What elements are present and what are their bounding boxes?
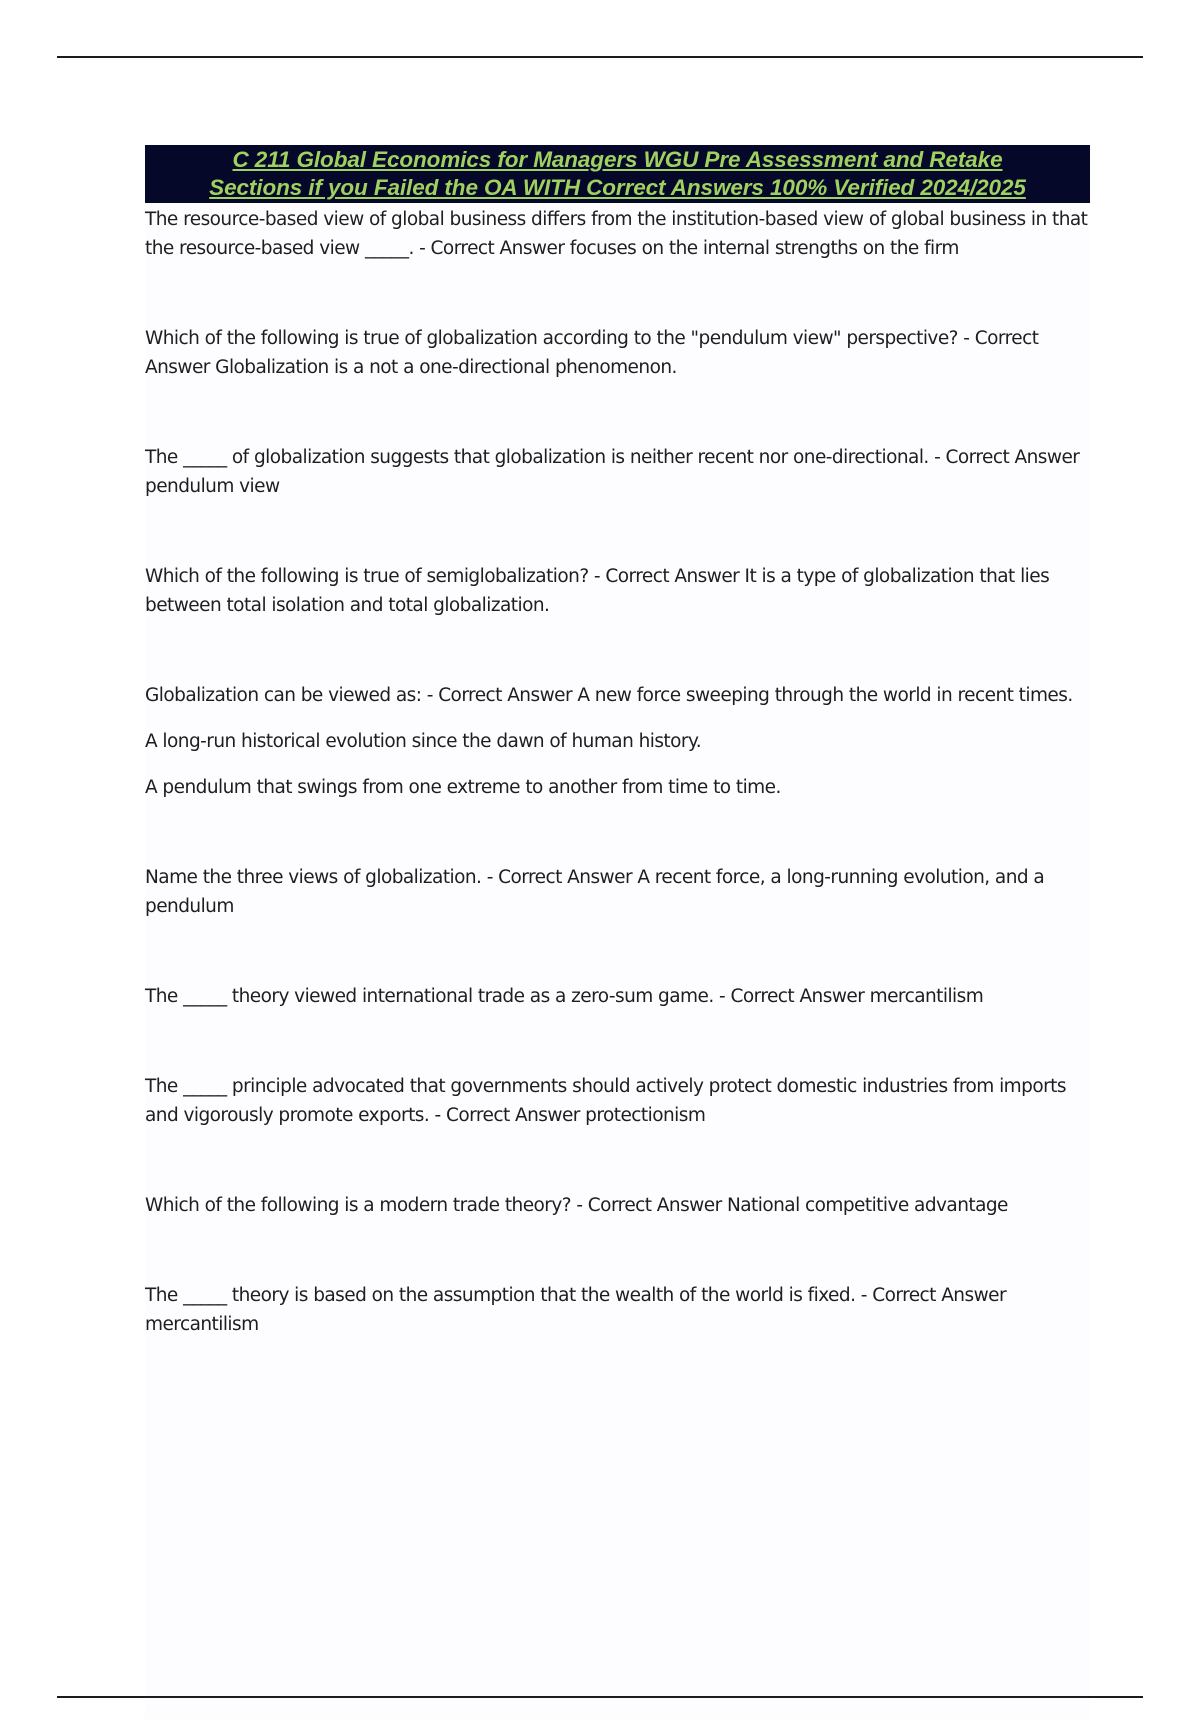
bottom-rule	[57, 1696, 1143, 1698]
qa-item	[145, 205, 1090, 263]
qa-item	[145, 1281, 1090, 1339]
qa-text: Name the three views of globalization. - Correct Answer A recent force, a long-running evolution, and a pendulum	[145, 867, 1045, 917]
title-line-2: Sections if you Failed the OA WITH Correct Answers 100% Verified 2024/2025	[209, 175, 1026, 200]
qa-item	[145, 681, 1090, 802]
top-rule	[57, 56, 1143, 58]
qa-text: Globalization can be viewed as: - Correct Answer A new force sweeping through the world in recent times.	[145, 685, 1073, 706]
title-line-1: C 211 Global Economics for Managers WGU Pre Assessment and Retake	[232, 147, 1003, 172]
qa-item	[145, 443, 1090, 501]
qa-text: The _____ theory viewed international trade as a zero-sum game. - Correct Answer mercantilism	[145, 986, 984, 1007]
qa-answer-line: A pendulum that swings from one extreme to another from time to time.	[145, 777, 781, 798]
qa-text: The _____ principle advocated that governments should actively protect domestic industries from imports and vigorously promote exports. - Correct Answer protectionism	[145, 1076, 1066, 1126]
qa-text: Which of the following is true of semiglobalization? - Correct Answer It is a type of globalization that lies between total isolation and total globalization.	[145, 566, 1050, 616]
qa-item	[145, 863, 1090, 921]
qa-item	[145, 324, 1090, 382]
qa-item	[145, 1072, 1090, 1130]
document-page	[145, 145, 1090, 1719]
qa-text: The _____ theory is based on the assumption that the wealth of the world is fixed. - Correct Answer mercantilism	[145, 1285, 1007, 1335]
qa-text: Which of the following is a modern trade theory? - Correct Answer National competitive advantage	[145, 1195, 1008, 1216]
qa-item	[145, 562, 1090, 620]
qa-text: The _____ of globalization suggests that globalization is neither recent nor one-directional. - Correct Answer pendulum view	[145, 447, 1080, 497]
qa-text: Which of the following is true of globalization according to the "pendulum view" perspective? - Correct Answer Globalization is a not a one-directional phenomenon.	[145, 328, 1039, 378]
document-title	[145, 145, 1090, 203]
qa-item	[145, 982, 1090, 1011]
qa-answer-line: A long-run historical evolution since the dawn of human history.	[145, 731, 702, 752]
qa-item	[145, 1191, 1090, 1220]
qa-text: The resource-based view of global business differs from the institution-based view of global business in that the resource-based view _____. - Correct Answer focuses on the internal strengths on the firm	[145, 209, 1088, 259]
